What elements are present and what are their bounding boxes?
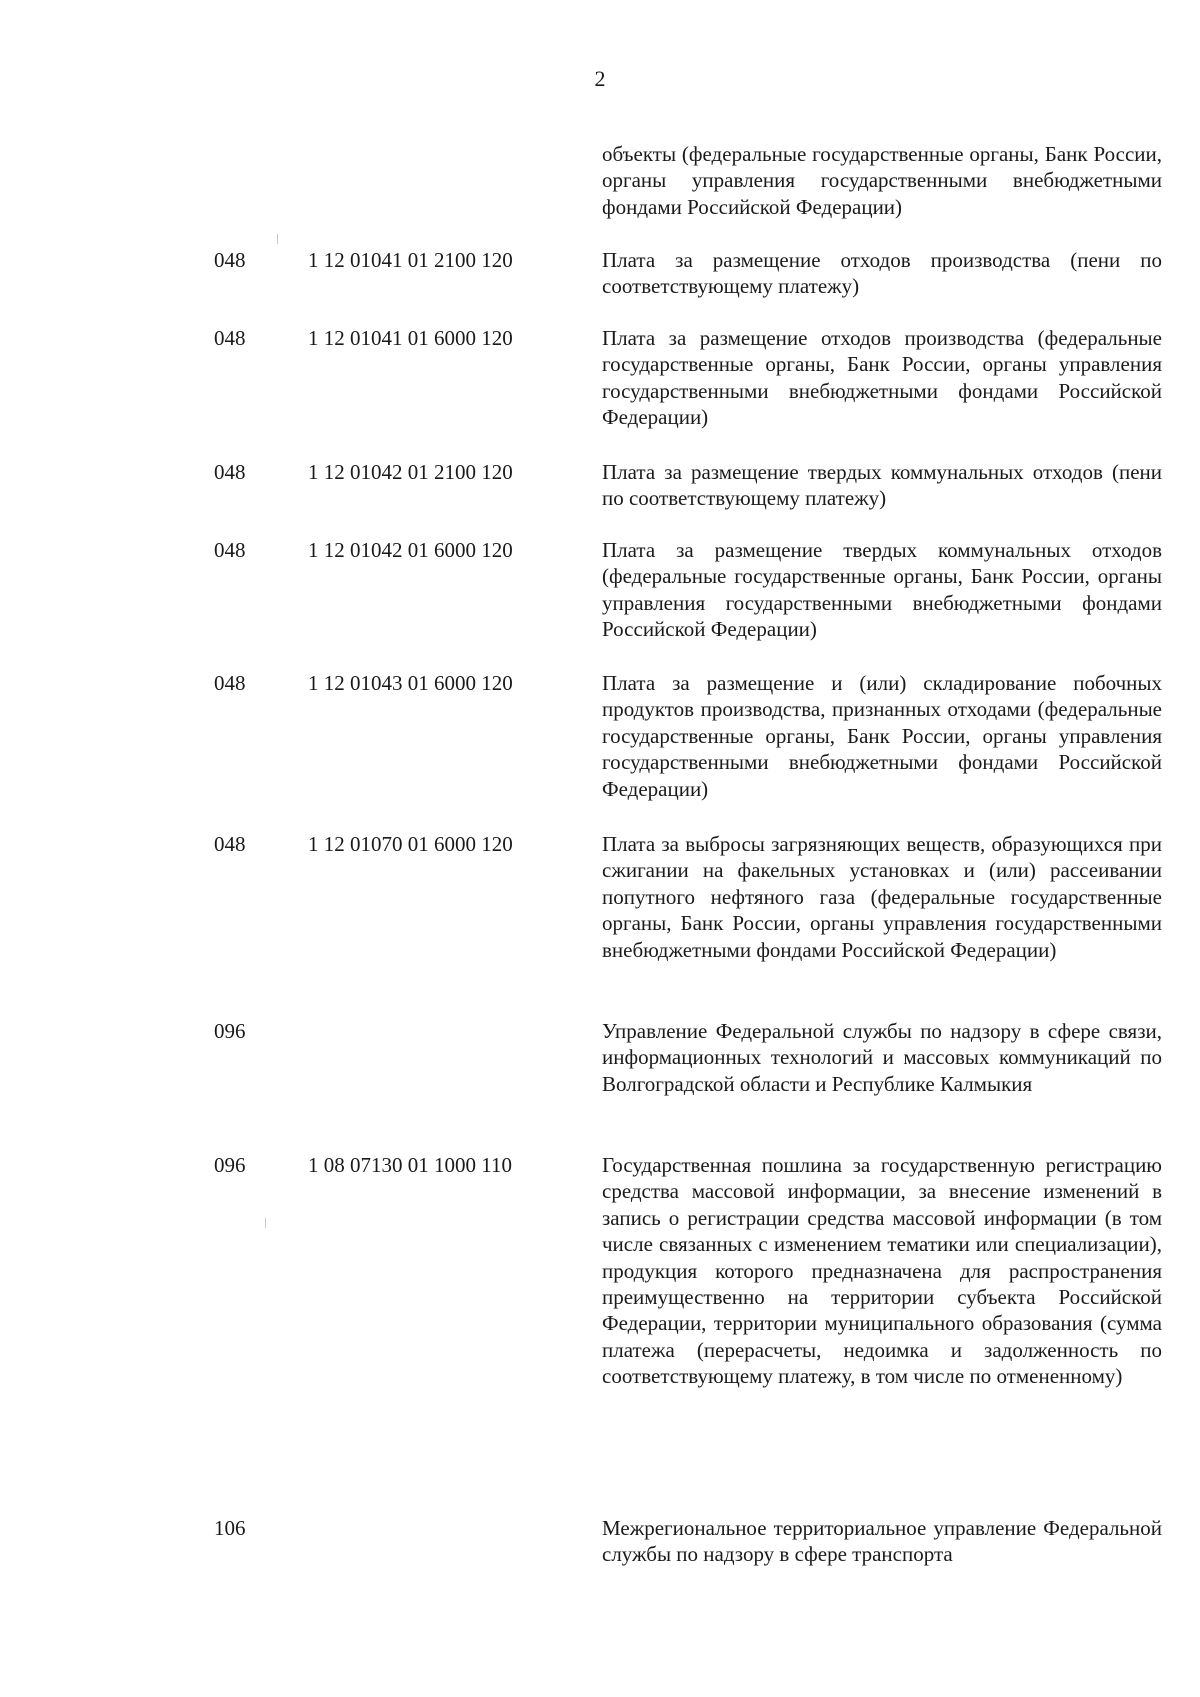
budget-class-code: 1 08 07130 01 1000 110 [308,1153,512,1177]
admin-code: 048 [214,248,246,272]
row-description: объекты (федеральные государственные органы, Банк России, органы управления государственными внебюджетными фондами Российской Федерации) [602,142,1162,219]
admin-code: 048 [214,326,246,350]
admin-code: 048 [214,832,246,856]
admin-code: 106 [214,1516,246,1540]
budget-class-code: 1 12 01070 01 6000 120 [308,832,513,856]
row-description: Плата за размещение отходов производства (федеральные государственные органы, Банк России, органы управления государственными внебюджетными фондами Российской Федерации) [602,326,1162,430]
admin-code: 096 [214,1153,246,1177]
page-number: 2 [594,66,606,91]
admin-code: 096 [214,1019,246,1043]
row-description: Плата за размещение твердых коммунальных отходов (пени по соответствующему платежу) [602,460,1162,511]
scan-mark [277,234,278,244]
budget-class-code: 1 12 01043 01 6000 120 [308,671,513,695]
budget-class-code: 1 12 01042 01 6000 120 [308,538,513,562]
budget-class-code: 1 12 01042 01 2100 120 [308,460,513,484]
admin-code: 048 [214,538,246,562]
row-description: Плата за размещение и (или) складирование побочных продуктов производства, признанных отходами (федеральные государственные органы, Банк России, органы управления государственными внебюджетными фондами Российской Федерации) [602,671,1162,801]
budget-class-code: 1 12 01041 01 6000 120 [308,326,513,350]
row-description: Плата за выбросы загрязняющих веществ, образующихся при сжигании на факельных установках и (или) рассеивании попутного нефтяного газа (федеральные государственные органы, Банк России, органы управления государственными внебюджетными фондами Российской Федерации) [602,832,1162,962]
row-description: Межрегиональное территориальное управление Федеральной службы по надзору в сфере транспорта [602,1516,1162,1567]
row-description: Управление Федеральной службы по надзору в сфере связи, информационных технологий и массовых коммуникаций по Волгоградской области и Республике Калмыкия [602,1019,1162,1096]
row-description: Плата за размещение твердых коммунальных отходов (федеральные государственные органы, Банк России, органы управления государственными внебюджетными фондами Российской Федерации) [602,538,1162,642]
row-description: Государственная пошлина за государственную регистрацию средства массовой информации, за внесение изменений в запись о регистрации средства массовой информации (в том числе связанных с изменением тематики или специализации), продукция которого предназначена для распространения преимущественно на территории субъекта Российской Федерации, территории муниципального образования (сумма платежа (перерасчеты, недоимка и задолженность по соответствующему платежу, в том числе по отмененному) [602,1153,1162,1389]
scan-mark [265,1218,266,1228]
budget-class-code: 1 12 01041 01 2100 120 [308,248,513,272]
row-description: Плата за размещение отходов производства (пени по соответствующему платежу) [602,248,1162,299]
admin-code: 048 [214,460,246,484]
admin-code: 048 [214,671,246,695]
